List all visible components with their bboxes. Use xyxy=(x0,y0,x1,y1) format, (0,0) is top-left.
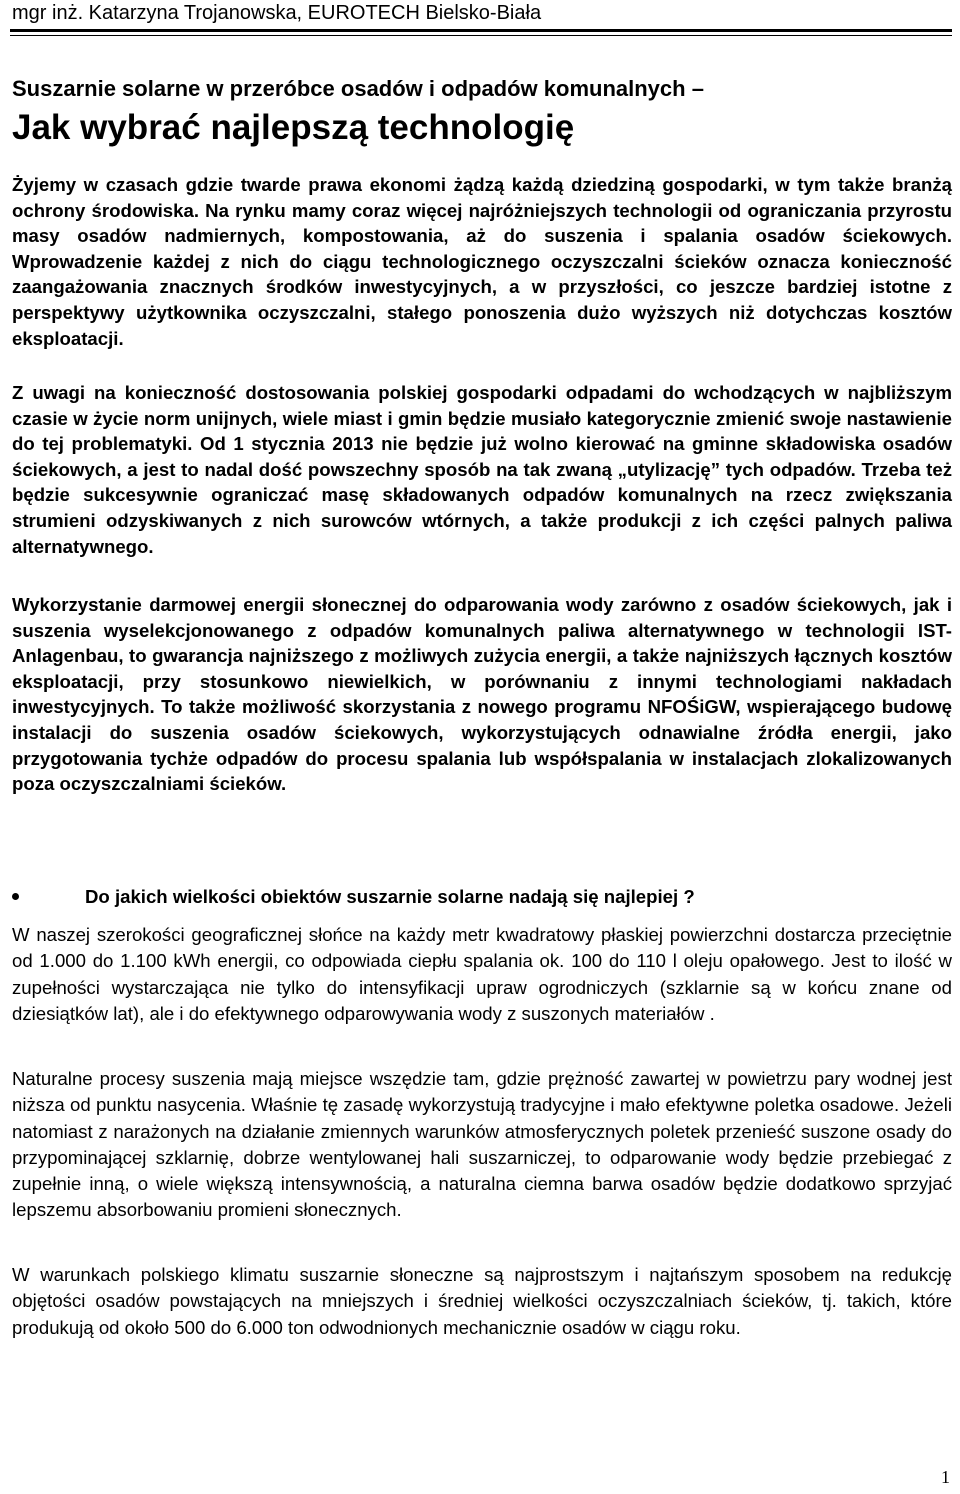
paragraph-solar-energy: Wykorzystanie darmowej energii słonecznej do odparowania wody zarówno z osadów ściekowych, jak i suszenia wyselekcjonowanego z odpadów komunalnych paliwa alternatywnego w technologii IST-Anlagenbau, to gwarancja najniższego z możliwych zużycia energii, a także najniższych łącznych kosztów eksploatacji, przy stosunkowo niewielkich, w porównaniu z innymi technologiami nakładach inwestycyjnych. To także możliwość skorzystania z nowego programu NFOŚiGW, wspierającego budowę instalacji do suszenia osadów ściekowych, wykorzystujących odnawialne źródła energii, jako przygotowania tychże odpadów do procesu spalania lub współspalania w instalacjach zlokalizowanych poza oczyszczalniami ścieków. xyxy=(12,594,952,795)
running-header: mgr inż. Katarzyna Trojanowska, EUROTECH Bielsko-Biała xyxy=(12,2,542,24)
paragraph-regulations: Z uwagi na konieczność dostosowania polskiej gospodarki odpadami do wchodzących w najbliższym czasie w życie norm unijnych, wiele miast i gmin będzie musiało kategorycznie zmienić swoje nastawienie do tej problematyki. Od 1 stycznia 2013 nie będzie już wolno kierować na gminne składowiska osadów ściekowych, a jest to nadal dość powszechny sposób na tak zwaną „utylizację” tych odpadów. Trzeba też będzie sukcesywnie ograniczać masę składowanych odpadów komunalnych na rzecz zwiększania strumieni odzyskiwanych z nich surowców wtórnych, a także produkcji z ich części palnych paliwa alternatywnego. xyxy=(12,382,952,557)
bullet-icon xyxy=(12,893,19,900)
header-rule-secondary xyxy=(10,35,952,36)
header-rule xyxy=(10,29,952,32)
lead-paragraph: Żyjemy w czasach gdzie twarde prawa ekonomi żądzą każdą dziedziną gospodarki, w tym także branżą ochrony środowiska. Na rynku mamy coraz więcej najróżniejszych technologii od ograniczania przyrostu masy osadów nadmiernych, kompostowania, aż do suszenia i spalania osadów ściekowych. Wprowadzenie każdej z nich do ciągu technologicznego oczyszczalni ścieków oznacza konieczność zaangażowania znacznych środków inwestycyjnych, a w przyszłości, co jeszcze bardziej istotne z perspektywy użytkownika oczyszczalni, stałego ponoszenia dużo wyższych niż dotychczas kosztów eksploatacji. xyxy=(12,174,952,349)
paragraph-solar-irradiation: W naszej szerokości geograficznej słońce na każdy metr kwadratowy płaskiej powierzchni dostarcza przeciętnie od 1.000 do 1.100 kWh energii, co odpowiada ciepłu spalania ok. 100 do 110 l oleju opałowego. Jest to ilość w zupełności wystarczająca nie tylko do intensyfikacji upraw ogrodniczych (szklarnie są w końcu znane od dziesiątków lat), ale i do efektywnego odparowywania wody z suszonych materiałów . xyxy=(12,924,952,1024)
paragraph-polish-climate: W warunkach polskiego klimatu suszarnie słoneczne są najprostszym i najtańszym sposobem na redukcję objętości osadów powstających na mniejszych i średniej wielkości oczyszczalniach ścieków, tj. takich, które produkują od około 500 do 6.000 ton odwodnionych mechanicznie osadów w ciągu roku. xyxy=(12,1264,952,1338)
question-text: Do jakich wielkości obiektów suszarnie solarne nadają się najlepiej ? xyxy=(85,886,695,907)
paragraph-natural-drying: Naturalne procesy suszenia mają miejsce wszędzie tam, gdzie prężność zawartej w powietrzu pary wodnej jest niższa od punktu nasycenia. Właśnie tę zasadę wykorzystują tradycyjne i mało efektywne poletka osadowe. Jeżeli natomiast z narażonych na działanie zmiennych warunków atmosferycznych poletek przenieść suszone osady do przypominającej szklarnię, dobrze wentylowanej hali suszarniczej, to odparowanie wody będzie przebiegać z zupełnie inną, o wiele większą intensywnością, a naturalna ciemna barwa osadów będzie dodatkowo sprzyjać lepszemu absorbowaniu promieni słonecznych. xyxy=(12,1068,952,1221)
article-title: Jak wybrać najlepszą technologię xyxy=(12,108,575,147)
page-number: 1 xyxy=(941,1467,950,1487)
article-subtitle: Suszarnie solarne w przeróbce osadów i odpadów komunalnych – xyxy=(12,76,704,101)
